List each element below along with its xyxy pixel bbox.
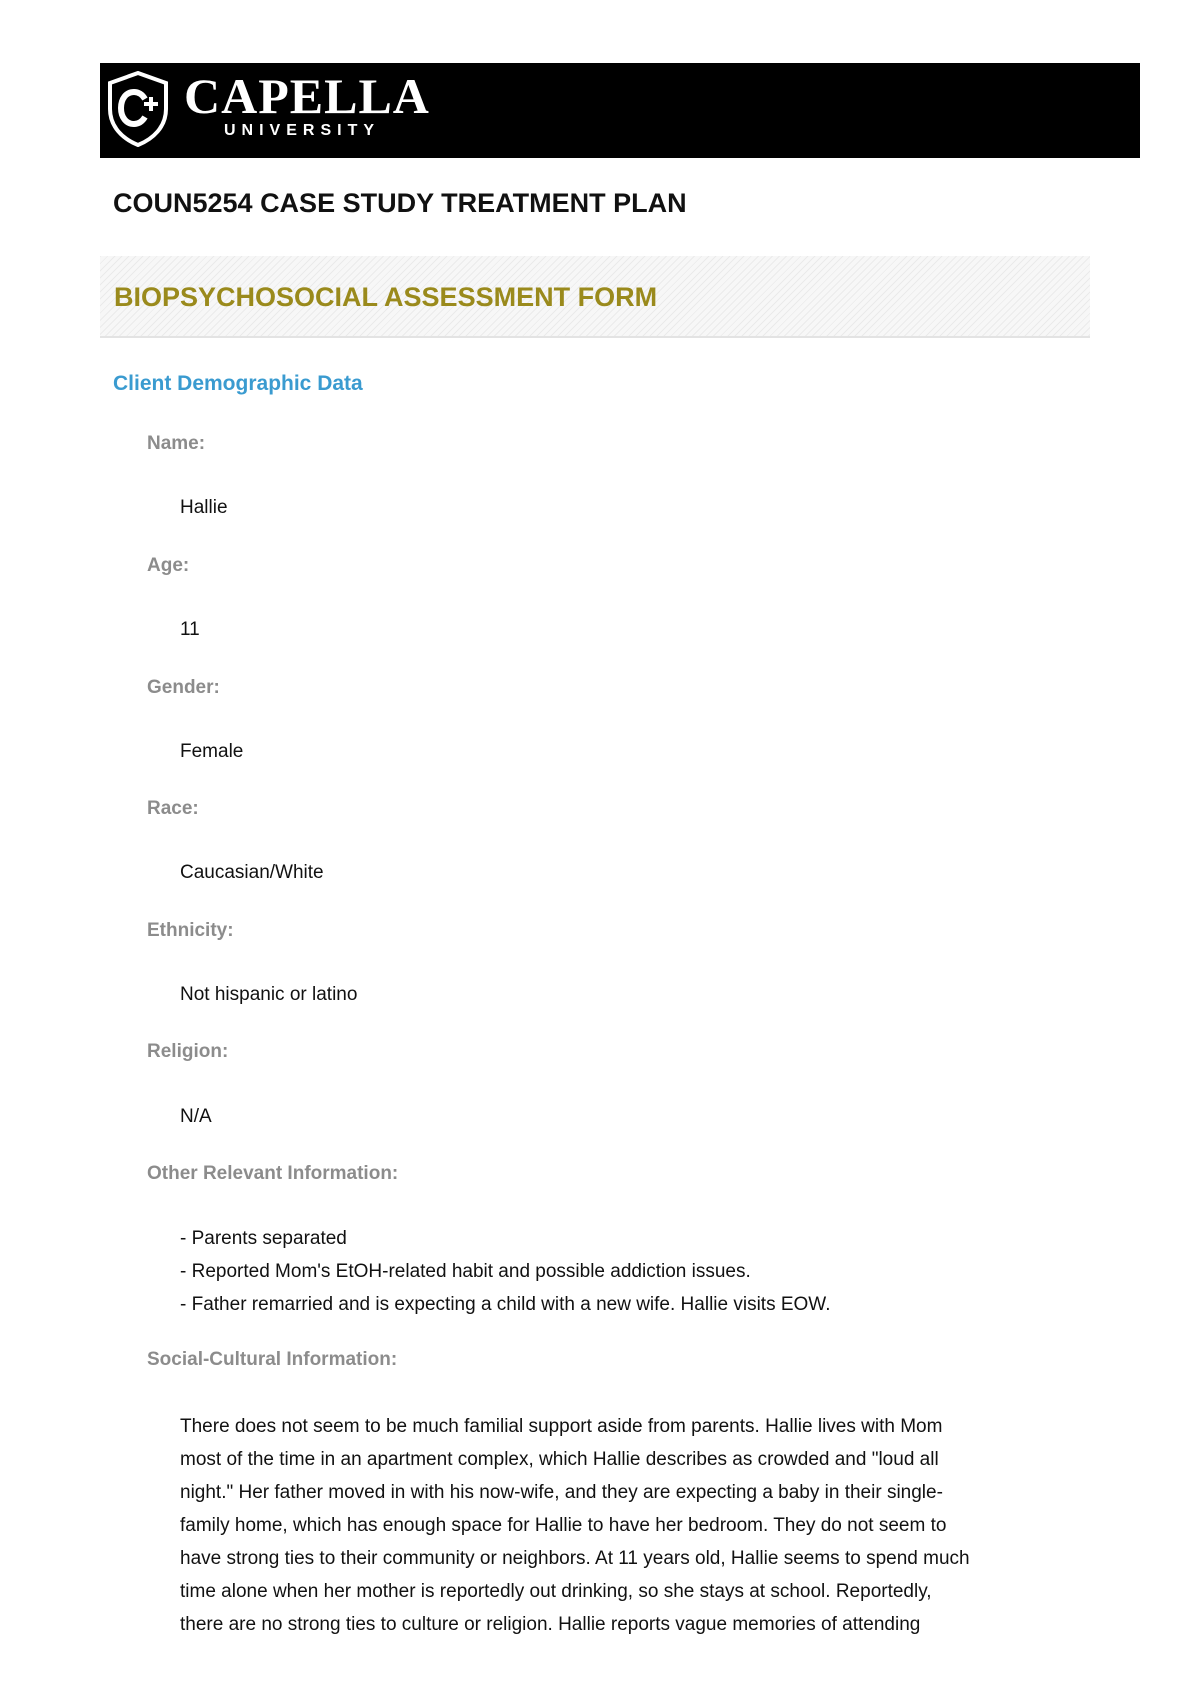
other-info-label: Other Relevant Information: <box>147 1163 399 1184</box>
document-title: COUN5254 CASE STUDY TREATMENT PLAN <box>113 188 687 218</box>
ethnicity-label: Ethnicity: <box>147 920 234 941</box>
section-header <box>100 256 1090 338</box>
paragraph-line: time alone when her mother is reportedly out drinking, so she stays at school. Reportedly, <box>180 1581 932 1602</box>
subsection-title: Client Demographic Data <box>113 372 363 395</box>
paragraph-line: There does not seem to be much familial support aside from parents. Hallie lives with Mom <box>180 1416 943 1437</box>
age-label: Age: <box>147 555 190 576</box>
social-cultural-paragraph <box>180 1410 1080 1641</box>
paragraph-line: there are no strong ties to culture or religion. Hallie reports vague memories of attending <box>180 1614 921 1635</box>
paragraph-line: most of the time in an apartment complex, which Hallie describes as crowded and "loud all <box>180 1449 939 1470</box>
list-item: - Parents separated <box>180 1228 347 1249</box>
gender-label: Gender: <box>147 677 220 698</box>
section-title: BIOPSYCHOSOCIAL ASSESSMENT FORM <box>114 282 658 312</box>
header-banner <box>100 63 1140 158</box>
gender-value: Female <box>180 741 244 762</box>
ethnicity-value: Not hispanic or latino <box>180 984 358 1005</box>
religion-label: Religion: <box>147 1041 229 1062</box>
logo-wordmark: CAPELLA <box>184 68 430 124</box>
list-item: - Father remarried and is expecting a child with a new wife. Hallie visits EOW. <box>180 1294 831 1315</box>
religion-value: N/A <box>180 1106 212 1127</box>
race-label: Race: <box>147 798 199 819</box>
paragraph-line: night." Her father moved in with his now-wife, and they are expecting a baby in their single- <box>180 1482 943 1503</box>
age-value: 11 <box>180 619 200 640</box>
name-label: Name: <box>147 433 206 454</box>
list-item: - Reported Mom's EtOH-related habit and possible addiction issues. <box>180 1261 751 1282</box>
paragraph-line: have strong ties to their community or neighbors. At 11 years old, Hallie seems to spend much <box>180 1548 970 1569</box>
race-value: Caucasian/White <box>180 862 324 883</box>
logo-subtitle: UNIVERSITY <box>224 122 381 139</box>
paragraph-line: family home, which has enough space for Hallie to have her bedroom. They do not seem to <box>180 1515 947 1536</box>
name-value: Hallie <box>180 497 228 518</box>
capella-shield-icon <box>107 71 169 147</box>
social-cultural-label: Social-Cultural Information: <box>147 1349 398 1370</box>
